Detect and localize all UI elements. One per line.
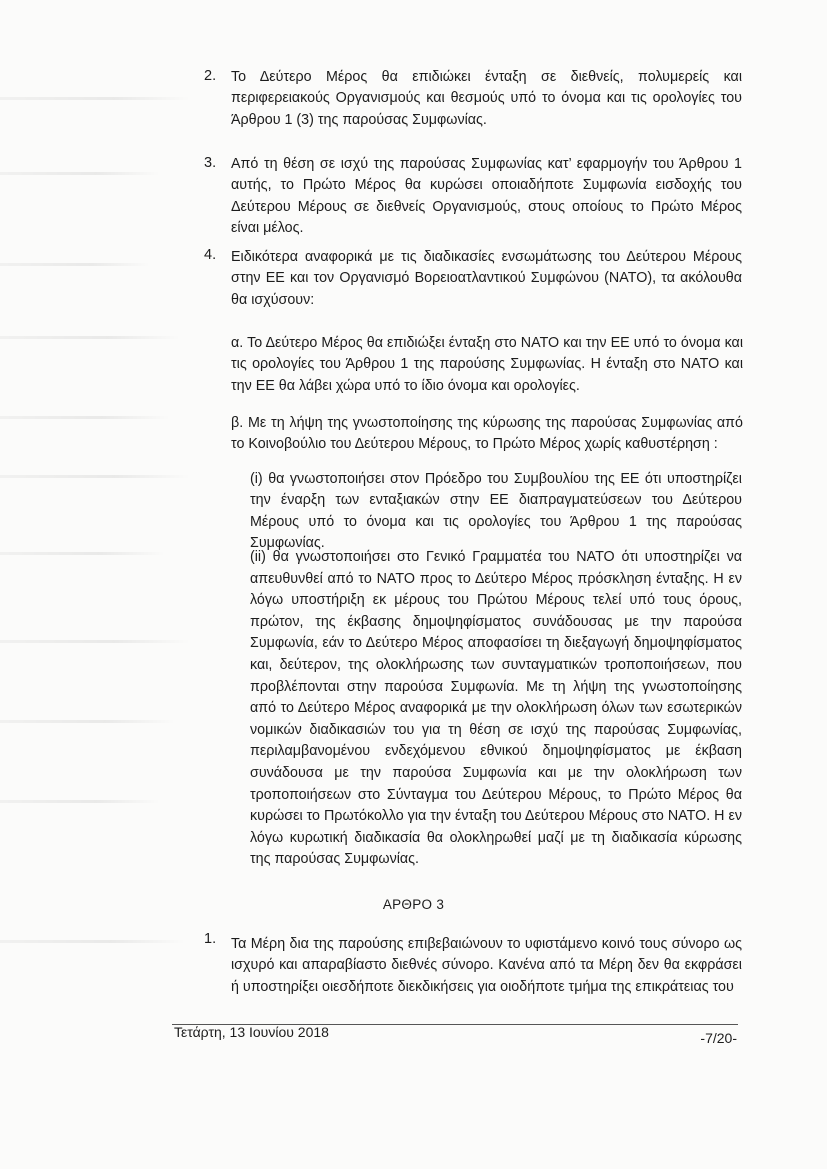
scan-artifact	[0, 940, 185, 943]
item-number: 1.	[204, 931, 217, 947]
scan-artifact	[0, 475, 190, 478]
subparagraph-b-ii: (ii) θα γνωστοποιήσει στο Γενικό Γραμματέα του ΝΑΤΟ ότι υποστηρίζει να απευθυνθεί από το ΝΑΤΟ προς το Δεύτερο Μέρος πρόσκληση ένταξης. Η εν λόγω υποστήριξη εκ μέρους του Πρώτου Μέρους τελεί υπό τους όρους, πρώτον, της έκβασης δημοψηφίσματος συνάδουσας με την παρούσα Συμφωνία, εάν το Δεύτερο Μέρος αποφασίσει τη διεξαγωγή δημοψηφίσματος και, δεύτερον, της ολοκλήρωσης των συνταγματικών τροποποιήσεων, που προβλέπονται στην παρούσα Συμφωνία. Με τη λήψη της γνωστοποίησης από το Δεύτερο Μέρος αναφορικά με την ολοκλήρωση όλων των εσωτερικών νομικών διαδικασιών του για τη θέση σε ισχύ της παρούσας Συμφωνίας, περιλαμβανομένου ενδεχόμενου εθνικού δημοψηφίσματος με έκβαση συνάδουσα με την παρούσα Συμφωνία και με την ολοκλήρωση των τροποποιήσεων στο Σύνταγμα του Δεύτερου Μέρους, το Πρώτο Μέρος θα κυρώσει το Πρωτόκολλο για την ένταξη του Δεύτερου Μέρους στο ΝΑΤΟ. Η εν λόγω κυρωτική διαδικασία θα ολοκληρωθεί μαζί με τη διαδικασία κύρωσης της παρούσας Συμφωνίας.	[250, 549, 742, 868]
subparagraph-b-i: (i) θα γνωστοποιήσει στον Πρόεδρο του Συμβουλίου της ΕΕ ότι υποστηρίζει την έναρξη των ενταξιακών στην ΕΕ διαπραγματεύσεων του Δεύτερου Μέρους υπό το όνομα και τις ορολογίες του Άρθρου 1 της παρούσας Συμφωνίας.	[250, 471, 742, 552]
paragraph-item-3: Από τη θέση σε ισχύ της παρούσας Συμφωνίας κατ’ εφαρμογήν του Άρθρου 1 αυτής, το Πρώτο Μέρος θα κυρώσει οποιαδήποτε Συμφωνία εισδοχής του Δεύτερου Μέρους σε διεθνείς Οργανισμούς, στους οποίους το Πρώτο Μέρος είναι μέλος.	[231, 156, 742, 237]
scan-artifact	[0, 552, 165, 555]
scan-artifact	[0, 800, 160, 803]
scan-artifact	[0, 97, 190, 100]
footer-date: Τετάρτη, 13 Ιουνίου 2018	[174, 1024, 329, 1040]
scan-artifact	[0, 263, 150, 266]
scan-artifact	[0, 172, 160, 175]
subparagraph-a: α. Το Δεύτερο Μέρος θα επιδιώξει ένταξη στο ΝΑΤΟ και την ΕΕ υπό το όνομα και τις ορολογίες του Άρθρου 1 της παρούσης Συμφωνίας. Η ένταξη στο ΝΑΤΟ και την ΕΕ θα λάβει χώρα υπό το ίδιο όνομα και ορολογίες.	[231, 335, 743, 394]
scan-artifact	[0, 416, 170, 419]
page-number: -7/20-	[700, 1030, 737, 1046]
article-heading: ΑΡΘΡΟ 3	[382, 897, 445, 912]
item-number: 4.	[204, 247, 217, 263]
paragraph-article-3-item-1: Τα Μέρη δια της παρούσης επιβεβαιώνουν το υφιστάμενο κοινό τους σύνορο ως ισχυρό και απαραβίαστο διεθνές σύνορο. Κανένα από τα Μέρη δεν θα εκφράσει ή υποστηρίξει οιεσδήποτε διεκδικήσεις για οιοδήποτε τμήμα της επικράτειας του	[231, 936, 742, 995]
paragraph-item-4: Ειδικότερα αναφορικά με τις διαδικασίες ενσωμάτωσης του Δεύτερου Μέρους στην ΕΕ και τον Οργανισμό Βορειοατλαντικού Συμφώνου (ΝΑΤΟ), τα ακόλουθα θα ισχύσουν:	[231, 249, 742, 308]
paragraph-item-2: Το Δεύτερο Μέρος θα επιδιώκει ένταξη σε διεθνείς, πολυμερείς και περιφερειακούς Οργανισμούς και θεσμούς υπό το όνομα και τις ορολογίες του Άρθρου 1 (3) της παρούσας Συμφωνίας.	[231, 69, 742, 128]
subparagraph-b: β. Με τη λήψη της γνωστοποίησης της κύρωσης της παρούσας Συμφωνίας από το Κοινοβούλιο του Δεύτερου Μέρους, το Πρώτο Μέρος χωρίς καθυστέρηση :	[231, 415, 743, 453]
scan-artifact	[0, 720, 175, 723]
scan-artifact	[0, 640, 190, 643]
scan-artifact	[0, 336, 180, 339]
item-number: 2.	[204, 68, 217, 84]
item-number: 3.	[204, 155, 217, 171]
